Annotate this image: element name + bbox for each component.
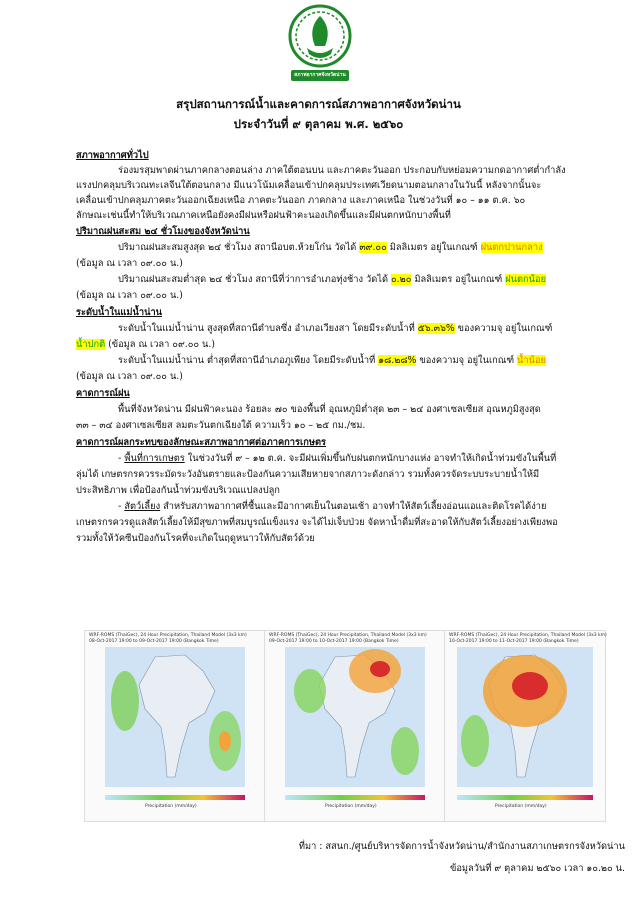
page-title: สรุปสถานการณ์น้ำและคาดการณ์สภาพอากาศจังหวัดน่าน — [176, 97, 461, 111]
map-caption-2: WRF-ROMS (ThaiGec), 24 Hour Precipitation, Thailand Model (3x3 km) 09-Oct-2017 19:00 to 10-Oct-2017 19:00 (Bangkok Time) — [269, 633, 427, 644]
rain-map-day2 — [264, 630, 446, 822]
weather-text-1: ร่องมรสุมพาดผ่านภาคกลางตอนล่าง ภาคใต้ตอนบน และภาคตะวันออก ประกอบกับหย่อมความกดอากาศต่ำกำลัง — [118, 165, 566, 176]
rain-max — [118, 242, 543, 254]
rain-max-value: ๓๙.๐๐ — [359, 242, 387, 253]
river-high-level: น้ำปกติ — [76, 339, 106, 350]
rain-min-value: ๐.๒๐ — [390, 274, 412, 285]
map-caption-3: WRF-ROMS (ThaiGec), 24 Hour Precipitation, Thailand Model (3x3 km) 10-Oct-2017 19:00 to 11-Oct-2017 19:00 (Bangkok Time) — [449, 633, 607, 644]
weather-text-4: ลักษณะเช่นนี้ทำให้บริเวณภาคเหนือยังคงมีฝนหรือฝนฟ้าคะนองเกิดขึ้นและมีฝนตกหนักบางพื้นที่ — [76, 210, 451, 221]
river-low-unit: ของความจุ อยู่ในเกณฑ์ — [416, 355, 518, 366]
data-timestamp: ข้อมูลวันที่ ๙ ตุลาคม ๒๕๖๐ เวลา ๑๐.๒๐ น. — [449, 863, 625, 874]
impact-agri-label: พื้นที่การเกษตร — [124, 453, 185, 464]
rain-map-day3 — [444, 630, 606, 822]
impact-agri-3: ประสิทธิภาพ เพื่อป้องกันน้ำท่วมขังบริเวณแปลงปลูก — [76, 485, 280, 496]
impact-livestock-2: เกษตรกรควรดูแลสัตว์เลี้ยงให้มีสุขภาพที่สมบูรณ์แข็งแรง จะได้ไม่เจ็บป่วย จัดหาน้ำดื่มที่สะอาดให้กับสัตว์เลี้ยงอย่างเพียงพอ — [76, 517, 558, 528]
weather-heading: สภาพอากาศทั่วไป — [76, 150, 149, 161]
forecast-text-2: ๓๓ – ๓๔ องศาเซลเซียส ลมตะวันตกเฉียงใต้ ความเร็ว ๑๐ – ๒๕ กม./ชม. — [76, 420, 366, 431]
river-high-value: ๕๖.๓๖% — [417, 323, 455, 334]
council-logo — [285, 4, 355, 86]
map-xlabel-2: Precipitation (mm/day) — [325, 804, 377, 809]
map-xlabel-3: Precipitation (mm/day) — [495, 804, 547, 809]
forecast-heading: คาดการณ์ฝน — [76, 388, 130, 399]
rain-min — [118, 274, 546, 286]
map-xlabel-1: Precipitation (mm/day) — [145, 804, 197, 809]
weather-text-2: แรงปกคลุมบริเวณทะเลจีนใต้ตอนกลาง มีแนวโน้มเคลื่อนเข้าปกคลุมประเทศเวียดนามตอนกลางในวันนี้ หลังจากนั้นจะ — [76, 180, 542, 191]
rain-max-level: ฝนตกปานกลาง — [480, 242, 543, 253]
river-low — [118, 355, 546, 367]
impact-livestock-label: สัตว์เลี้ยง — [124, 501, 161, 512]
impact-livestock-3: รวมทั้งให้วัคซีนป้องกันโรคที่จะเกิดในฤดูหนาวให้กับสัตว์ด้วย — [76, 533, 315, 544]
river-low-note: (ข้อมูล ณ เวลา ๐๙.๐๐ น.) — [76, 371, 183, 382]
impact-livestock-text: สำหรับสภาพอากาศที่ชื้นและมีอากาศเย็นในตอนเช้า อาจทำให้สัตว์เลี้ยงอ่อนแอและติดโรคได้ง่าย — [160, 501, 547, 512]
source-note: ที่มา : สสนก./ศูนย์บริหารจัดการน้ำจังหวัดน่าน/สำนักงานสภาเกษตรกรจังหวัดน่าน — [298, 841, 625, 852]
impact-agri-text: ในช่วงวันที่ ๙ – ๑๒ ต.ค. จะมีฝนเพิ่มขึ้นกับฝนตกหนักบางแห่ง อาจทำให้เกิดน้ำท่วมขังในพื้นที่ — [184, 453, 557, 464]
river-high-text: ระดับน้ำในแม่น้ำน่าน สูงสุดที่สถานีตำบลซึ่ง อำเภอเวียงสา โดยมีระดับน้ำที่ — [118, 323, 418, 334]
impact-agri-1: - พื้นที่การเกษตร ในช่วงวันที่ ๙ – ๑๒ ต.ค. จะมีฝนเพิ่มขึ้นกับฝนตกหนักบางแห่ง อาจทำให้เกิดน้ำท่วมขังในพื้นที่ — [118, 453, 557, 464]
river-low-level: น้ำน้อย — [517, 355, 547, 366]
rain-max-note: (ข้อมูล ณ เวลา ๐๙.๐๐ น.) — [76, 258, 183, 269]
river-high-level-line — [76, 339, 215, 351]
rain-heading: ปริมาณฝนสะสม ๒๔ ชั่วโมงของจังหวัดน่าน — [76, 226, 250, 237]
rain-max-unit: มิลลิเมตร อยู่ในเกณฑ์ — [386, 242, 481, 253]
forecast-text-1: พื้นที่จังหวัดน่าน มีฝนฟ้าคะนอง ร้อยละ ๗๐ ของพื้นที่ อุณหภูมิต่ำสุด ๒๓ – ๒๔ องศาเซลเซียส อุณหภูมิสูงสุด — [118, 404, 541, 415]
page-date: ประจำวันที่ ๙ ตุลาคม พ.ศ. ๒๕๖๐ — [233, 117, 404, 131]
river-high — [118, 323, 552, 335]
rain-min-level: ฝนตกน้อย — [505, 274, 547, 285]
rain-min-text: ปริมาณฝนสะสมต่ำสุด ๒๔ ชั่วโมง สถานีที่ว่าการอำเภอทุ่งช้าง วัดได้ — [118, 274, 391, 285]
impact-heading: คาดการณ์ผลกระทบของลักษณะสภาพอากาศต่อภาคการเกษตร — [76, 437, 326, 448]
river-low-text: ระดับน้ำในแม่น้ำน่าน ต่ำสุดที่สถานีอำเภอภูเพียง โดยมีระดับน้ำที่ — [118, 355, 379, 366]
rain-map-day1 — [84, 630, 266, 822]
map-caption-1: WRF-ROMS (ThaiGec), 24 Hour Precipitation, Thailand Model (3x3 km) 08-Oct-2017 19:00 to 09-Oct-2017 19:00 (Bangkok Time) — [89, 633, 247, 644]
river-high-note: (ข้อมูล ณ เวลา ๐๙.๐๐ น.) — [105, 339, 215, 350]
river-high-unit: ของความจุ อยู่ในเกณฑ์ — [454, 323, 553, 334]
logo-caption: สภาพอากาศจังหวัดน่าน — [294, 72, 346, 78]
weather-text-3: เคลื่อนเข้าปกคลุมภาคตะวันออกเฉียงเหนือ ภาคตะวันออก ภาคกลาง และภาคเหนือ ในช่วงวันที่ ๑๐ – ๑๑ ต.ค. ๖๐ — [76, 195, 526, 206]
rain-max-text: ปริมาณฝนสะสมสูงสุด ๒๔ ชั่วโมง สถานีอบต.ห้วยโก๋น วัดได้ — [118, 242, 360, 253]
rain-min-unit: มิลลิเมตร อยู่ในเกณฑ์ — [411, 274, 506, 285]
river-low-value: ๑๘.๒๘% — [378, 355, 417, 366]
river-heading: ระดับน้ำในแม่น้ำน่าน — [76, 307, 163, 318]
rain-min-note: (ข้อมูล ณ เวลา ๐๙.๐๐ น.) — [76, 290, 183, 301]
impact-agri-2: ลุ่มได้ เกษตรกรควรระมัดระวังอันตรายและป้องกันความเสียหายจากสภาวะดังกล่าว รวมทั้งควรจัดระบบระบายน้ำให้มี — [76, 469, 540, 480]
impact-livestock-1: - สัตว์เลี้ยง สำหรับสภาพอากาศที่ชื้นและมีอากาศเย็นในตอนเช้า อาจทำให้สัตว์เลี้ยงอ่อนแอและติดโรคได้ง่าย — [118, 501, 547, 512]
